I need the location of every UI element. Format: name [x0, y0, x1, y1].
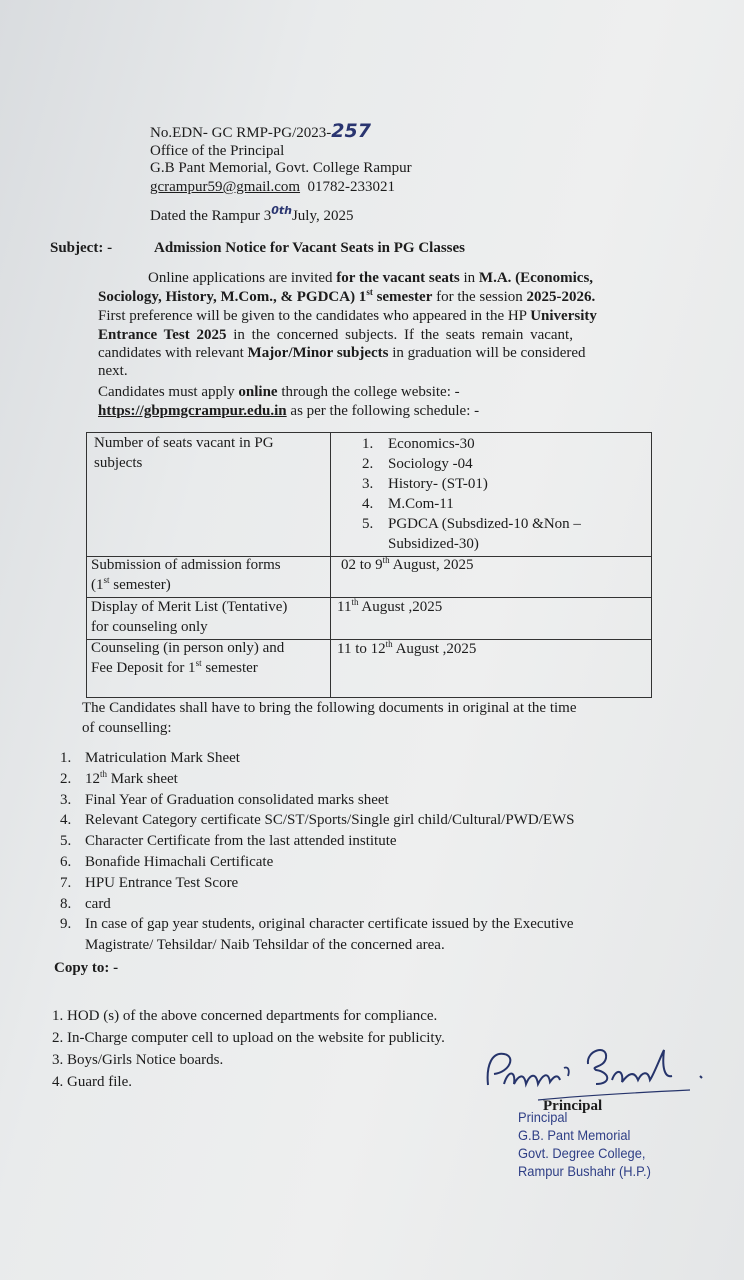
documents-list [60, 748, 575, 956]
merit-list-label: Display of Merit List (Tentative) for counseling only [91, 599, 288, 635]
list-item: 1. HOD (s) of the above concerned departments for compliance. [52, 1008, 438, 1024]
counseling-date: 11 to 12th August ,2025 [337, 639, 477, 657]
counseling-label: Counseling (in person only) and Fee Deposit for 1st semester [91, 640, 285, 676]
list-item: 5. PGDCA (Subsdized-10 &Non – [362, 516, 581, 532]
list-item: 4. M.Com-11 [362, 496, 454, 512]
subject-label: Subject: - [50, 240, 113, 256]
body-line-8: https://gbpmgcrampur.edu.in as per the following schedule: - [98, 403, 480, 419]
body-line-3: First preference will be given to the candidates who appeared in the HP University [98, 308, 597, 324]
signature-title: Principal [543, 1098, 603, 1114]
list-item: 1. Economics-30 [362, 436, 475, 452]
body-line-7: Candidates must apply online through the college website: - [98, 384, 460, 400]
list-item: 3. History- (ST-01) [362, 476, 488, 492]
body-line-5: candidates with relevant Major/Minor subjects in graduation will be considered [98, 345, 586, 361]
list-item: 7. HPU Entrance Test Score [60, 874, 239, 891]
list-item: 4. Relevant Category certificate SC/ST/Sports/Single girl child/Cultural/PWD/EWS [60, 812, 575, 829]
submission-label: Submission of admission forms (1st semester) [91, 557, 281, 593]
body-line-4: Entrance Test 2025 in the concerned subjects. If the seats remain vacant, [98, 327, 573, 343]
seats-label: Number of seats vacant in PG subjects [94, 435, 274, 471]
submission-date: 02 to 9th August, 2025 [341, 555, 474, 573]
list-item: Magistrate/ Tehsildar/ Naib Tehsildar of the concerned area. [85, 937, 445, 954]
list-item: 9. In case of gap year students, original character certificate issued by the Executive [60, 916, 574, 933]
list-item: Subsidized-30) [388, 536, 479, 552]
list-item: 1. Matriculation Mark Sheet [60, 750, 240, 766]
list-item: 2. 12th Mark sheet [60, 768, 178, 787]
merit-list-date: 11th August ,2025 [337, 597, 443, 615]
table-divider [330, 433, 331, 697]
handwritten-date: 0th [271, 204, 292, 217]
copy-to-label: Copy to: - [54, 960, 119, 976]
documents-intro: The Candidates shall have to bring the following documents in original at the time of counselling: [82, 700, 577, 736]
list-item: 6. Bonafide Himachali Certificate [60, 853, 274, 870]
body-line-6: next. [98, 363, 128, 379]
official-stamp: Principal G.B. Pant Memorial Govt. Degree College, Rampur Bushahr (H.P.) [518, 1109, 651, 1179]
handwritten-ref-number: 257 [331, 120, 371, 142]
list-item: 4. Guard file. [52, 1074, 132, 1090]
subject-text: Admission Notice for Vacant Seats in PG Classes [154, 240, 465, 256]
dated-line: Dated the Rampur $3^{0th}July$, 2025 [150, 204, 354, 224]
body-line-1: Online applications are invited for the vacant seats in M.A. (Economics, [148, 270, 594, 286]
list-item: 5. Character Certificate from the last attended institute [60, 833, 397, 850]
contact-line [150, 177, 395, 197]
seats-list [362, 434, 581, 554]
list-item: 8. card [60, 895, 111, 912]
college-line: G.B Pant Memorial, Govt. College Rampur [150, 160, 412, 176]
list-item: 2. In-Charge computer cell to upload on the website for publicity. [52, 1030, 445, 1046]
list-item: 2. Sociology -04 [362, 456, 473, 472]
phone-number: 01782-233021 [307, 179, 396, 195]
schedule-table [86, 432, 652, 698]
email-link[interactable]: gcrampur59@gmail.com [150, 179, 301, 195]
reference-number: No.EDN- GC RMP-PG/2023-257 [150, 120, 371, 142]
list-item: 3. Final Year of Graduation consolidated marks sheet [60, 791, 389, 808]
website-link[interactable]: https://gbpmgcrampur.edu.in [98, 403, 287, 419]
body-line-2: Sociology, History, M.Com., & PGDCA) 1st semester for the session 2025-2026. [98, 287, 596, 305]
list-item: 3. Boys/Girls Notice boards. [52, 1052, 224, 1068]
office-line: Office of the Principal [150, 143, 285, 159]
copy-to-list [52, 1005, 445, 1093]
